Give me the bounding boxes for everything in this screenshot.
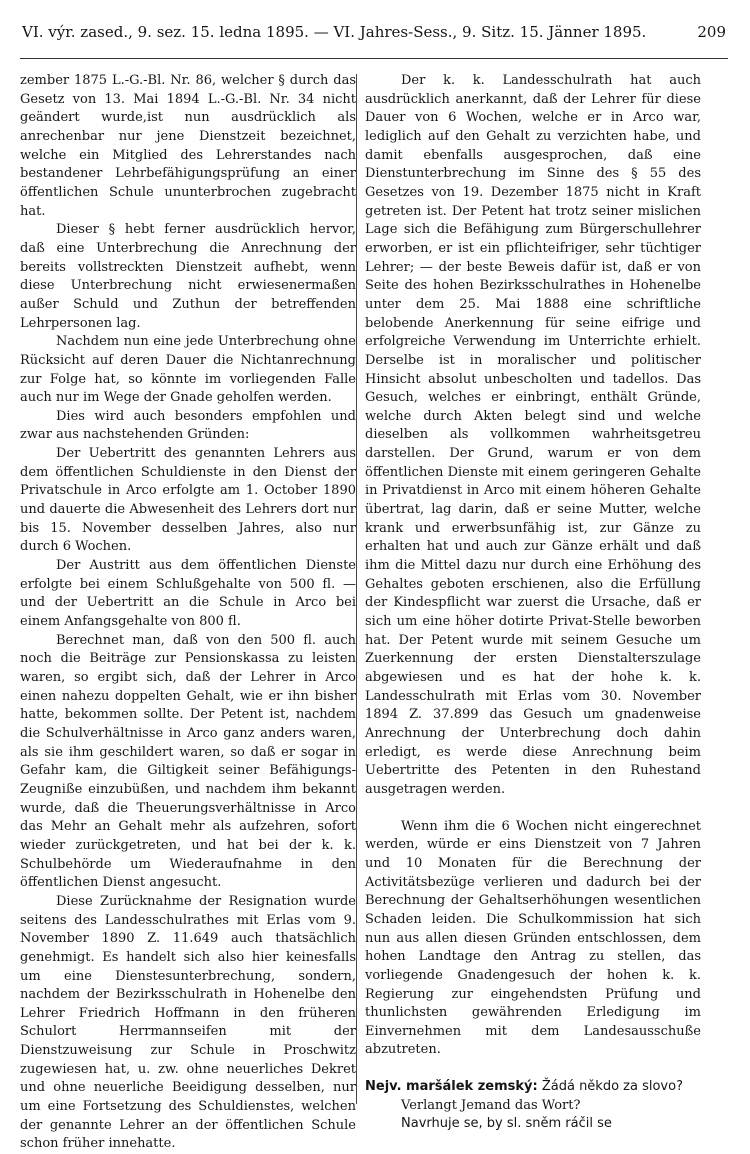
- paragraph: Berechnet man, daß von den 500 fl. auch noch die Beiträge zur Pensionskassa zu leisten waren, so ergibt sich, daß der Lehrer in Arco einen nahezu doppelten Gehalt, wie er ihn bisher hatte, bekommen sollte. Der Petent ist, nachdem die Schulverhältnisse in Arco ganz anders waren, als sie ihm geschildert waren, so daß er sogar in Gefahr kam, die Giltigkeit seiner Befähigungs-Zeugniße einzubüßen, und nachdem ihm bekannt wurde, daß die Theuerungsverhältnisse in Arco das Mehr an Gehalt mehr als aufzehren, sofort wieder zurückgetreten, und hat bei der k. k. Schulbehörde um Wiederaufnahme in den öffentlichen Dienst angesucht.: [20, 632, 356, 891]
- header-rule: [20, 58, 728, 59]
- speaker-cz-question: Žádá někdo za slovo?: [541, 1079, 683, 1095]
- paragraph: Dies wird auch besonders empfohlen und zwar aus nachstehenden Gründen:: [20, 408, 356, 443]
- speaker-de-question: Verlangt Jemand das Wort?: [401, 1097, 581, 1113]
- speaker-name: Nejv. maršálek zemský:: [365, 1079, 538, 1095]
- paragraph: Diese Zurücknahme der Resignation wurde seitens des Landesschulrathes mit Erlas vom 9. November 1890 Z. 11.649 auch thatsächlich genehmigt. Es handelt sich also hier keinesfalls um eine Dienstesunterbrechung, sondern, nachdem der Bezirksschulrath in Hohenelbe den Lehrer Friedrich Hoffmann in den früheren Schulort Herrmannseifen mit der Dienstzuweisung zur Schule in Proschwitz zugewiesen hat, u. zw. ohne neuerliches Dekret und ohne neuerliche Beeidigung desselben, nur um eine Fortsetzung des Schuldienstes, welchen der genannte Lehrer an der öffentlichen Schule schon früher innehatte.: [20, 893, 356, 1152]
- right-column: [365, 72, 701, 1134]
- column-divider: [356, 74, 357, 1104]
- paragraph: Dieser § hebt ferner ausdrücklich hervor, daß eine Unterbrechung die Anrechnung der bereits vollstreckten Dienstzeit aufhebt, wenn diese Unterbrechung nicht erwiesenermaßen außer Schuld und Zuthun der betreffenden Lehrpersonen lag.: [20, 222, 356, 331]
- left-column: [20, 72, 356, 1154]
- paragraph-gap: [365, 1060, 701, 1078]
- paragraph: Der k. k. Landesschulrath hat auch ausdrücklich anerkannt, daß der Lehrer für diese Dauer von 6 Wochen, welche er in Arco war, lediglich auf den Gehalt zu verzichten habe, und damit ebenfalls ausgesprochen, daß eine Dienstunterbrechung im Sinne des § 55 des Gesetzes von 19. Dezember 1875 nicht in Kraft getreten ist. Der Petent hat trotz seiner mislichen Lage sich die Befähigung zum Bürgerschullehrer erworben, er ist ein pflichteifriger, sehr tüchtiger Lehrer; — der beste Beweis dafür ist, daß er von Seite des hohen Bezirksschulrathes in Hohenelbe unter dem 25. Mai 1888 eine schriftliche belobende Anerkennung für seine eifrige und erfolgreiche Verwendung im Unterrichte erhielt. Derselbe ist in moralischer und politischer Hinsicht absolut unbescholten und tadellos. Das Gesuch, welches er einbringt, enthält Gründe, welche durch Akten belegt sind und welche dieselben als vollkommen wahrheitsgetreu darstellen. Der Grund, warum er von dem öffentlichen Dienste mit einem geringeren Gehalte in Privatdienst in Arco mit einem höheren Gehalte übertrat, lag darin, daß er seine Mutter, welche krank und erwerbsunfähig ist, zur Gänze zu erhalten hat und auch zur Gänze erhält und daß ihm die Mittel dazu nur durch eine Erhöhung des Gehaltes geboten erschienen, also die Erfüllung der Kindespflicht war zuerst die Ursache, daß er sich um eine höher dotirte Privat-Stelle beworben hat. Der Petent wurde mit seinem Gesuche um Zuerkennung der ersten Dienstalterszulage abgewiesen und es hat der hohe k. k. Landesschulrath mit Erlas vom 30. November 1894 Z. 37.899 das Gesuch um gnadenweise Anrechnung der Unterbrechung doch dahin erledigt, es werde diese Anrechnung beim Uebertritte des Petenten in den Ruhestand ausgetragen werden.: [365, 73, 701, 797]
- page-number: 209: [697, 23, 726, 41]
- paragraph: Der Uebertritt des genannten Lehrers aus dem öffentlichen Schuldienste in den Dienst der Privatschule in Arco erfolgte am 1. October 1890 und dauerte die Abwesenheit des Lehrers dort nur bis 15. November desselben Jahres, also nur durch 6 Wochen.: [20, 446, 356, 555]
- paragraph: Wenn ihm die 6 Wochen nicht eingerechnet werden, würde er eins Dienstzeit von 7 Jahren und 10 Monaten für die Berechnung der Activitätsbezüge verlieren und dadurch bei der Berechnung der Gehaltserhöhungen wesentlichen Schaden leiden. Die Schulkommission hat sich nun aus allen diesen Gründen entschlossen, dem hohen Landtage den Antrag zu stellen, das vorliegende Gnadengesuch der hohen k. k. Regierung zur eingehendsten Prüfung und thunlichsten gewährenden Erledigung im Einvernehmen mit dem Landesausschuße abzutreten.: [365, 818, 701, 1058]
- speaker-line: [365, 1078, 701, 1097]
- paragraph: Der Austritt aus dem öffentlichen Dienste erfolgte bei einem Schlußgehalte von 500 fl. — und der Uebertritt an die Schule in Arco bei einem Anfangsgehalte von 800 fl.: [20, 558, 356, 630]
- paragraph-gap: [365, 800, 701, 818]
- paragraph: Nachdem nun eine jede Unterbrechung ohne Rücksicht auf deren Dauer die Nichtanrechnung zur Folge hat, so könnte im vorliegenden Falle auch nur im Wege der Gnade geholfen werden.: [20, 334, 356, 406]
- running-header: [22, 20, 726, 44]
- header-title: VI. výr. zased., 9. sez. 15. ledna 1895. — VI. Jahres-Sess., 9. Sitz. 15. Jänner 1895.: [22, 23, 647, 41]
- paragraph: zember 1875 L.-G.-Bl. Nr. 86, welcher § durch das Gesetz von 13. Mai 1894 L.-G.-Bl. Nr. 34 nicht geändert wurde,ist nun ausdrücklich als anrechenbar nur jene Dienstzeit bezeichnet, welche ein Mitglied des Lehrerstandes nach bestandener Lehrbefähigungsprüfung an einer öffentlichen Schule ununterbrochen zugebracht hat.: [20, 73, 356, 219]
- speaker-cz-proposal: Navrhuje se, by sl. sněm ráčil se: [401, 1116, 612, 1132]
